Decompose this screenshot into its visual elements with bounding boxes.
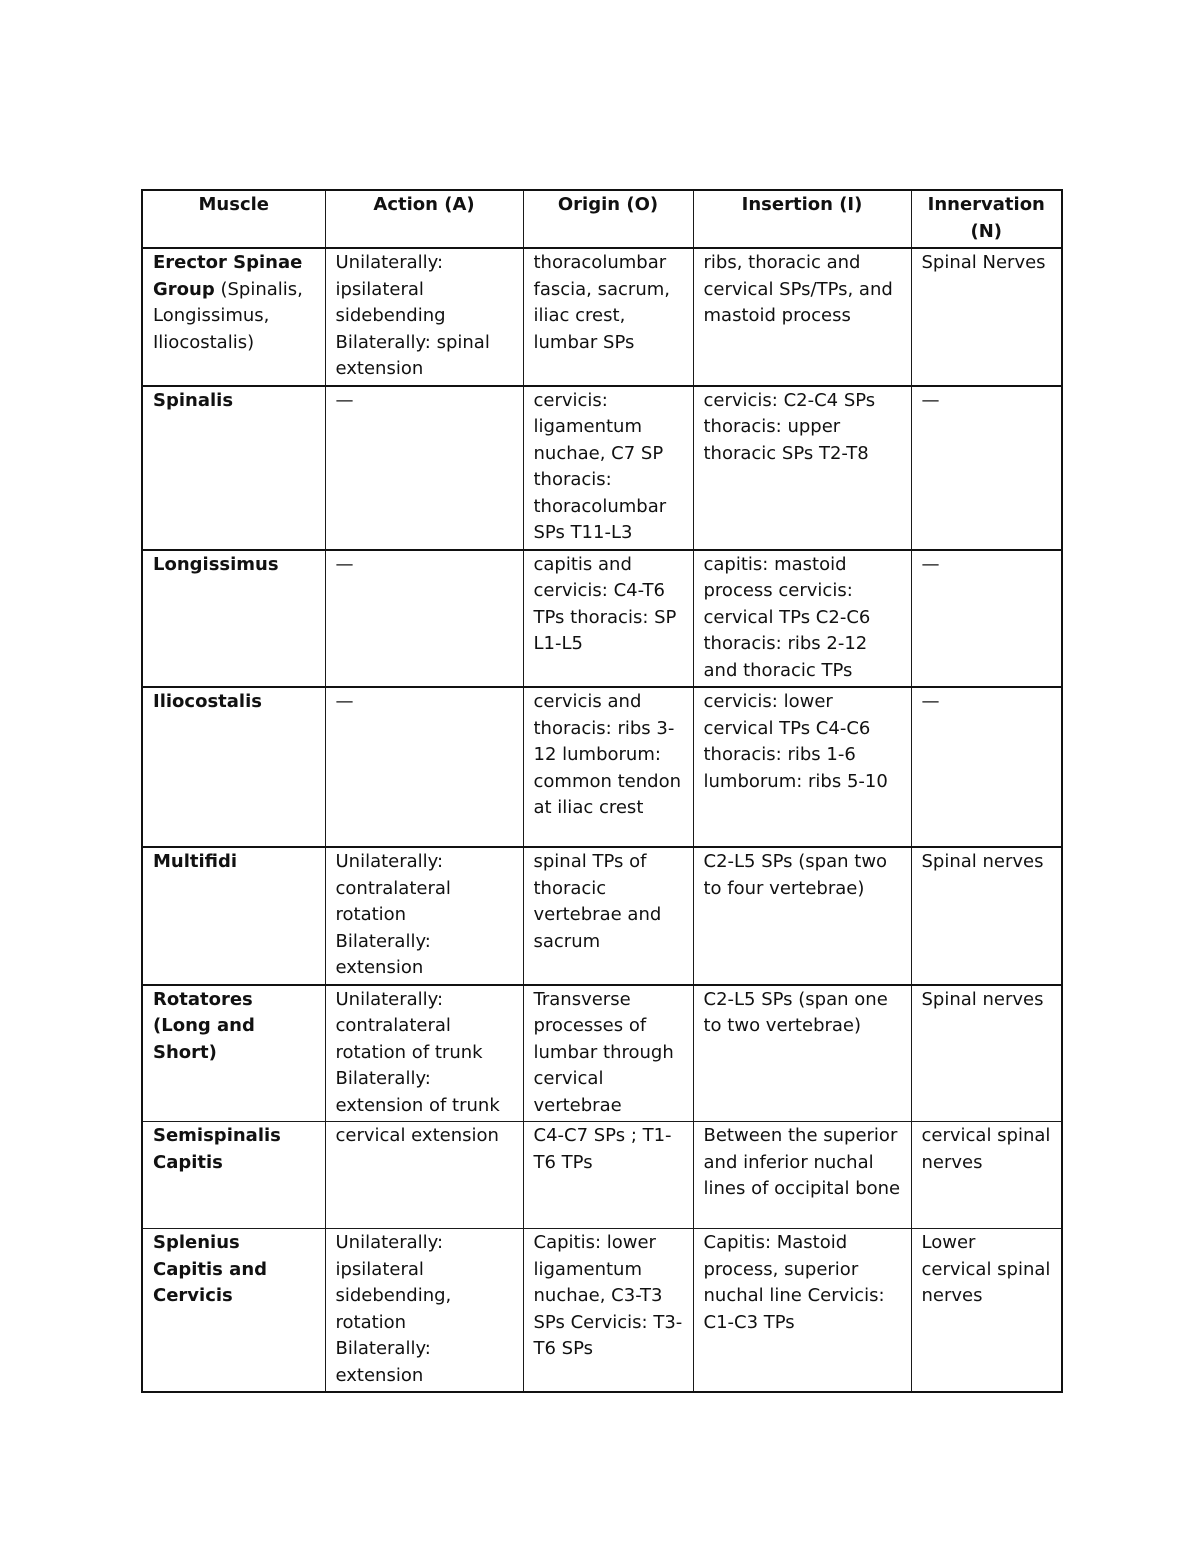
table-row (142, 847, 1062, 985)
header-origin: Origin (O) (523, 190, 693, 248)
muscle-subtext: (Spinalis, Longissimus, Iliocostalis) (153, 278, 303, 353)
muscle-cell (142, 985, 325, 1122)
origin-cell: thoracolumbar fascia, sacrum, iliac crest, lumbar SPs (523, 248, 693, 386)
action-line: Unilaterally: ipsilateral sidebending, rotation (335, 1232, 452, 1333)
origin-cell: cervicis and thoracis: ribs 3-12 lumborum: common tendon at iliac crest (523, 687, 693, 847)
insertion-cell: C2-L5 SPs (span one to two vertebrae) (693, 985, 911, 1122)
action-cell (325, 248, 523, 386)
insertion-cell: Capitis: Mastoid process, superior nuchal line Cervicis: C1-C3 TPs (693, 1229, 911, 1393)
insertion-line: cervicis: C2-C4 SPs (703, 389, 876, 411)
table-row (142, 386, 1062, 550)
table-row (142, 1122, 1062, 1229)
header-innervation: Innervation (N) (911, 190, 1062, 248)
origin-cell: Transverse processes of lumbar through cervical vertebrae (523, 985, 693, 1122)
insertion-cell: cervicis: lower cervical TPs C4-C6 thoracis: ribs 1-6 lumborum: ribs 5-10 (693, 687, 911, 847)
insertion-cell: ribs, thoracic and cervical SPs/TPs, and mastoid process (693, 248, 911, 386)
action-line: Bilaterally: spinal extension (335, 331, 490, 379)
muscle-name: Rotatores (Long and Short) (153, 988, 255, 1063)
table-row (142, 248, 1062, 386)
innervation-cell: — (911, 550, 1062, 688)
action-line: Bilaterally: extension (335, 1338, 431, 1386)
action-line: Unilaterally: contralateral rotation of trunk (335, 988, 483, 1063)
action-cell: — (325, 550, 523, 688)
action-line: Bilaterally: extension of trunk (335, 1068, 500, 1116)
muscle-cell (142, 1122, 325, 1229)
header-muscle: Muscle (142, 190, 325, 248)
muscle-cell (142, 1229, 325, 1393)
muscle-name: Splenius Capitis and Cervicis (153, 1232, 268, 1306)
innervation-cell: — (911, 687, 1062, 847)
action-cell (325, 1229, 523, 1393)
header-action: Action (A) (325, 190, 523, 248)
origin-line: thoracis: thoracolumbar SPs T11-L3 (533, 469, 667, 543)
table-row (142, 687, 1062, 847)
origin-cell: spinal TPs of thoracic vertebrae and sacrum (523, 847, 693, 985)
muscle-name: Longissimus (153, 553, 279, 575)
origin-cell: capitis and cervicis: C4-T6 TPs thoracis: SP L1-L5 (523, 550, 693, 688)
insertion-line: thoracis: upper thoracic SPs T2-T8 (703, 416, 869, 464)
origin-cell: Capitis: lower ligamentum nuchae, C3-T3 SPs Cervicis: T3-T6 SPs (523, 1229, 693, 1393)
action-line: Unilaterally: ipsilateral sidebending (335, 252, 446, 326)
origin-cell (523, 386, 693, 550)
muscle-name: Semispinalis Capitis (153, 1125, 281, 1173)
innervation-cell: Spinal Nerves (911, 248, 1062, 386)
action-line: Unilaterally: contralateral rotation (335, 851, 451, 925)
action-cell: cervical extension (325, 1122, 523, 1229)
table-row (142, 550, 1062, 688)
muscle-name: Erector Spinae Group (153, 252, 303, 300)
action-line: Bilaterally: extension (335, 930, 431, 978)
muscle-name: Multifidi (153, 851, 238, 872)
action-cell: — (325, 687, 523, 847)
muscle-cell (142, 687, 325, 847)
origin-cell: C4-C7 SPs ; T1-T6 TPs (523, 1122, 693, 1229)
muscle-cell (142, 550, 325, 688)
table-row (142, 1229, 1062, 1393)
muscle-cell (142, 386, 325, 550)
innervation-cell: — (911, 386, 1062, 550)
table-row (142, 985, 1062, 1122)
muscle-cell (142, 847, 325, 985)
insertion-cell: Between the superior and inferior nuchal lines of occipital bone (693, 1122, 911, 1229)
muscle-name: Iliocostalis (153, 691, 262, 712)
insertion-cell (693, 386, 911, 550)
action-cell (325, 847, 523, 985)
header-insertion: Insertion (I) (693, 190, 911, 248)
innervation-cell: Lower cervical spinal nerves (911, 1229, 1062, 1393)
innervation-cell: Spinal nerves (911, 985, 1062, 1122)
origin-line: cervicis: ligamentum nuchae, C7 SP (533, 389, 664, 464)
insertion-cell: capitis: mastoid process cervicis: cervical TPs C2-C6 thoracis: ribs 2-12 and thoracic TPs (693, 550, 911, 688)
action-cell (325, 985, 523, 1122)
muscle-cell (142, 248, 325, 386)
muscle-name: Spinalis (153, 389, 234, 411)
insertion-cell: C2-L5 SPs (span two to four vertebrae) (693, 847, 911, 985)
muscle-table (141, 189, 1063, 1393)
table-header-row (142, 190, 1062, 248)
action-cell: — (325, 386, 523, 550)
innervation-cell: Spinal nerves (911, 847, 1062, 985)
innervation-cell: cervical spinal nerves (911, 1122, 1062, 1229)
